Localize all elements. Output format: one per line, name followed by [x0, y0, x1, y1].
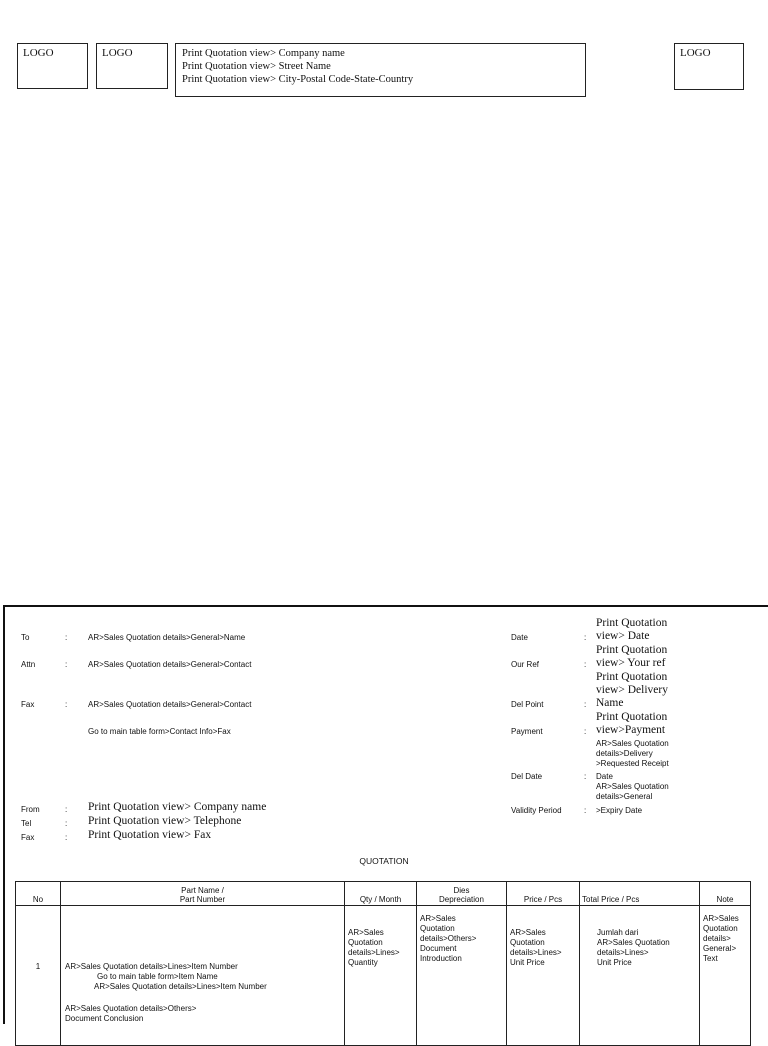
fax2-value: Print Quotation view> Fax [88, 829, 212, 841]
header-total: Total Price / Pcs [580, 882, 700, 906]
fax2-colon: : [65, 833, 68, 842]
payment-detail-line: details>Delivery [596, 749, 653, 758]
header-dies [417, 882, 507, 906]
row-dies-line: details>Others> [420, 934, 477, 943]
table-row [16, 906, 751, 1046]
date-value-line: Print Quotation [596, 617, 668, 629]
row-qty [345, 906, 417, 1046]
ourref-value-line: Print Quotation [596, 644, 668, 656]
attn-label: Attn [21, 660, 36, 669]
row-note-line: Text [703, 954, 718, 963]
payment-detail-line: >Requested Receipt [596, 759, 669, 768]
row-total [580, 906, 700, 1046]
row-dies-line: Document [420, 944, 457, 953]
from-label: From [21, 805, 40, 814]
tel-value: Print Quotation view> Telephone [88, 815, 242, 827]
logo-box-right [674, 43, 744, 90]
header-part [61, 882, 345, 906]
tel-label: Tel [21, 819, 32, 828]
from-value: Print Quotation view> Company name [88, 801, 267, 813]
row-price-line: AR>Sales [510, 928, 546, 937]
row-no: 1 [16, 906, 61, 1046]
validity-colon: : [584, 806, 587, 815]
delpoint-value-line: view> Delivery [596, 684, 668, 696]
delpoint-value [596, 671, 668, 710]
date-colon: : [584, 633, 587, 642]
to-value: AR>Sales Quotation details>General>Name [88, 633, 246, 642]
deldate-value-line: Date [596, 772, 613, 781]
date-value-line: view> Date [596, 630, 650, 642]
payment-detail-line: AR>Sales Quotation [596, 739, 669, 748]
fax-colon: : [65, 700, 68, 709]
validity-label: Validity Period [511, 806, 562, 815]
row-dies-line: Introduction [420, 954, 462, 963]
fax-value: AR>Sales Quotation details>General>Contact [88, 700, 252, 709]
header-part-line: Part Name / [181, 886, 224, 895]
fax-label: Fax [21, 700, 35, 709]
delpoint-value-line: Print Quotation [596, 671, 668, 683]
attn-value: AR>Sales Quotation details>General>Contact [88, 660, 252, 669]
delpoint-colon: : [584, 700, 587, 709]
row-total-line: AR>Sales Quotation [597, 938, 670, 947]
row-total-line: details>Lines> [597, 948, 649, 957]
ourref-label: Our Ref [511, 660, 540, 669]
logo-text: LOGO [680, 47, 711, 59]
row-part-line: AR>Sales Quotation details>Others> [65, 1004, 197, 1013]
row-dies [417, 906, 507, 1046]
to-colon: : [65, 633, 68, 642]
row-qty-line: details>Lines> [348, 948, 400, 957]
fax2-label: Fax [21, 833, 35, 842]
row-note-line: Quotation [703, 924, 738, 933]
row-dies-line: AR>Sales [420, 914, 456, 923]
row-total-line: Jumlah dari [597, 928, 639, 937]
city-line: Print Quotation view> City-Postal Code-State-Country [182, 74, 414, 85]
payment-label: Payment [511, 727, 543, 736]
ourref-value-line: view> Your ref [596, 657, 666, 669]
row-qty-line: Quantity [348, 958, 378, 967]
deldate-value-line: details>General [596, 792, 653, 801]
row-dies-line: Quotation [420, 924, 455, 933]
logo-box-left [17, 43, 88, 89]
row-qty-line: Quotation [348, 938, 383, 947]
row-part-line: AR>Sales Quotation details>Lines>Item Number [65, 962, 238, 971]
attn-colon: : [65, 660, 68, 669]
logo-text: LOGO [102, 47, 133, 59]
payment-value-line: view>Payment [596, 724, 666, 736]
delpoint-value-line: Name [596, 697, 624, 709]
row-note-line: details> [703, 934, 731, 943]
payment-colon: : [584, 727, 587, 736]
row-part-line: AR>Sales Quotation details>Lines>Item Number [94, 982, 267, 991]
delpoint-label: Del Point [511, 700, 544, 709]
header-dies-line: Depreciation [439, 895, 484, 904]
row-price [507, 906, 580, 1046]
row-note-line: General> [703, 944, 737, 953]
logo-text: LOGO [23, 47, 54, 59]
row-part-line: Document Conclusion [65, 1014, 144, 1023]
header-no: No [16, 882, 61, 906]
header-note: Note [700, 882, 751, 906]
document-title: QUOTATION [359, 856, 409, 866]
deldate-label: Del Date [511, 772, 543, 781]
to-label: To [21, 633, 30, 642]
date-label: Date [511, 633, 528, 642]
row-price-line: details>Lines> [510, 948, 562, 957]
row-qty-line: AR>Sales [348, 928, 384, 937]
row-part-line: Go to main table form>Item Name [97, 972, 218, 981]
header-dies-line: Dies [453, 886, 470, 895]
validity-value: >Expiry Date [596, 806, 643, 815]
row-note-line: AR>Sales [703, 914, 739, 923]
header-price: Price / Pcs [507, 882, 580, 906]
payment-value-line: Print Quotation [596, 711, 668, 723]
payment-detail [596, 739, 669, 769]
date-value [596, 617, 667, 643]
payment-value [596, 711, 667, 737]
logo-box-middle [96, 43, 168, 89]
header-qty: Qty / Month [345, 882, 417, 906]
row-price-line: Quotation [510, 938, 545, 947]
deldate-value-line: AR>Sales Quotation [596, 782, 669, 791]
deldate-colon: : [584, 772, 587, 781]
from-colon: : [65, 805, 68, 814]
company-address-box [175, 43, 586, 97]
row-note [700, 906, 751, 1046]
deldate-value [596, 772, 669, 802]
ourref-value [596, 644, 667, 670]
row-total-line: Unit Price [597, 958, 632, 967]
table-header-row [16, 882, 751, 906]
fax-note: Go to main table form>Contact Info>Fax [88, 727, 231, 736]
row-price-line: Unit Price [510, 958, 545, 967]
street-line: Print Quotation view> Street Name [182, 61, 331, 72]
row-part [61, 906, 345, 1046]
items-table [15, 881, 751, 1046]
company-name-line: Print Quotation view> Company name [182, 48, 345, 59]
header-part-line: Part Number [179, 895, 226, 904]
ourref-colon: : [584, 660, 587, 669]
tel-colon: : [65, 819, 68, 828]
